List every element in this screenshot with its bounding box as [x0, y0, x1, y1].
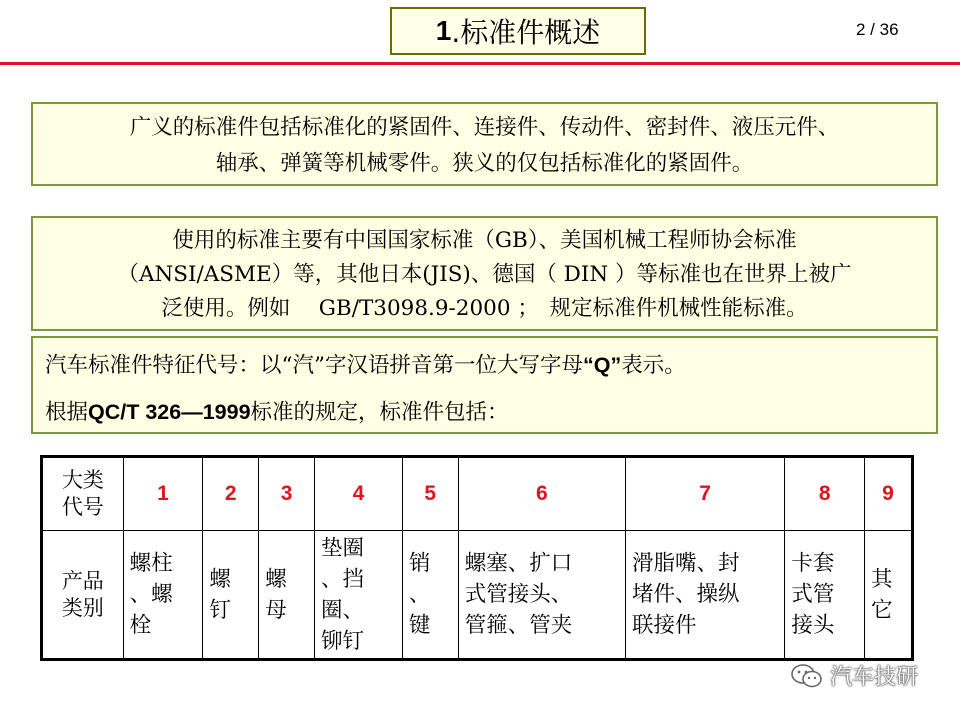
cell-line: 、螺 [129, 582, 173, 607]
code-cell: 4 [315, 457, 403, 531]
table-row [42, 457, 913, 531]
table-row [42, 531, 913, 660]
category-cell [865, 531, 913, 660]
cell-line: 销 [408, 551, 431, 576]
cell-line: 铆钉 [321, 628, 365, 654]
category-cell [402, 531, 458, 660]
cell-line: 管箍、管夹 [464, 613, 573, 638]
label-line: 类别 [61, 595, 104, 620]
code-cell: 1 [123, 457, 203, 531]
cell-line: 滑脂嘴、封 [631, 551, 740, 576]
category-cell [203, 531, 259, 660]
label-line: 代号 [61, 495, 104, 519]
code-cell: 6 [458, 457, 625, 531]
label-line: 大类 [61, 468, 104, 492]
cell-line: 它 [871, 597, 893, 623]
category-cell [315, 531, 403, 660]
code-cell: 5 [402, 457, 458, 531]
code-description-line-1 [45, 342, 924, 389]
cell-line: 螺 [265, 566, 287, 592]
standards-line-3: 泛使用。例如 GB/T3098.9-2000 ； 规定标准件机械性能标准。 [161, 296, 808, 321]
header-divider [0, 62, 960, 65]
cell-line: 螺 [209, 566, 231, 592]
category-cell [625, 531, 784, 660]
standards-line-2: （ANSI/ASME）等，其他日本(JIS)、德国（ DIN ）等标准也在世界上被广 [117, 262, 852, 287]
category-cell [785, 531, 865, 660]
cell-line: 、 [408, 582, 431, 607]
cell-line: 其 [871, 566, 893, 592]
cell-line: 螺塞、扩口 [464, 551, 573, 576]
cell-line: 栓 [129, 613, 152, 638]
cell-line: 堵件、操纵 [631, 582, 740, 607]
watermark [790, 660, 918, 691]
category-cell [458, 531, 625, 660]
code-letter: “Q” [583, 353, 622, 377]
cell-line: 接头 [791, 613, 835, 638]
cell-line: 式管接头、 [464, 582, 573, 607]
standard-text-c: 标准的规定，标准件包括： [250, 400, 509, 425]
definition-line-1: 广义的标准件包括标准化的紧固件、连接件、传动件、密封件、液压元件、 [129, 115, 840, 140]
cell-line: 键 [408, 613, 431, 638]
definition-box [31, 102, 938, 186]
slide-title [390, 7, 646, 55]
standard-text-a: 根据 [45, 400, 89, 425]
standards-box [31, 216, 938, 331]
code-description-line-2 [45, 389, 924, 436]
cell-line: 螺柱 [129, 551, 173, 576]
code-cell: 7 [625, 457, 784, 531]
category-table [40, 455, 914, 661]
code-text-a: 汽车标准件特征代号：以“汽”字汉语拼音第一位大写字母 [45, 353, 583, 378]
wechat-icon [790, 663, 824, 689]
row-label-code [42, 457, 124, 531]
cell-line: 卡套 [791, 551, 835, 576]
code-cell: 9 [865, 457, 913, 531]
cell-line: 圈、 [321, 597, 365, 623]
category-cell [123, 531, 203, 660]
standards-line-1: 使用的标准主要有中国国家标准（GB）、美国机械工程师协会标准 [172, 228, 797, 253]
cell-line: 垫圈 [321, 535, 365, 561]
label-line: 产品 [61, 568, 104, 593]
cell-line: 联接件 [631, 613, 697, 638]
code-text-c: 表示。 [621, 353, 686, 378]
watermark-text: 汽车技研 [830, 665, 919, 690]
code-cell: 8 [785, 457, 865, 531]
category-cell [259, 531, 315, 660]
cell-line: 钉 [209, 597, 231, 623]
slide-title-text: .标准件概述 [451, 16, 601, 49]
definition-line-2: 轴承、弹簧等机械零件。狭义的仅包括标准化的紧固件。 [215, 151, 754, 176]
row-label-category [42, 531, 124, 660]
code-cell: 2 [203, 457, 259, 531]
slide-title-number: 1 [435, 15, 452, 46]
cell-line: 母 [265, 597, 287, 623]
code-description-box [31, 336, 938, 434]
code-cell: 3 [259, 457, 315, 531]
standard-code: QC/T 326—1999 [88, 400, 251, 424]
cell-line: 式管 [791, 582, 835, 607]
page-indicator: 2 / 36 [856, 20, 899, 39]
cell-line: 、挡 [321, 566, 365, 592]
